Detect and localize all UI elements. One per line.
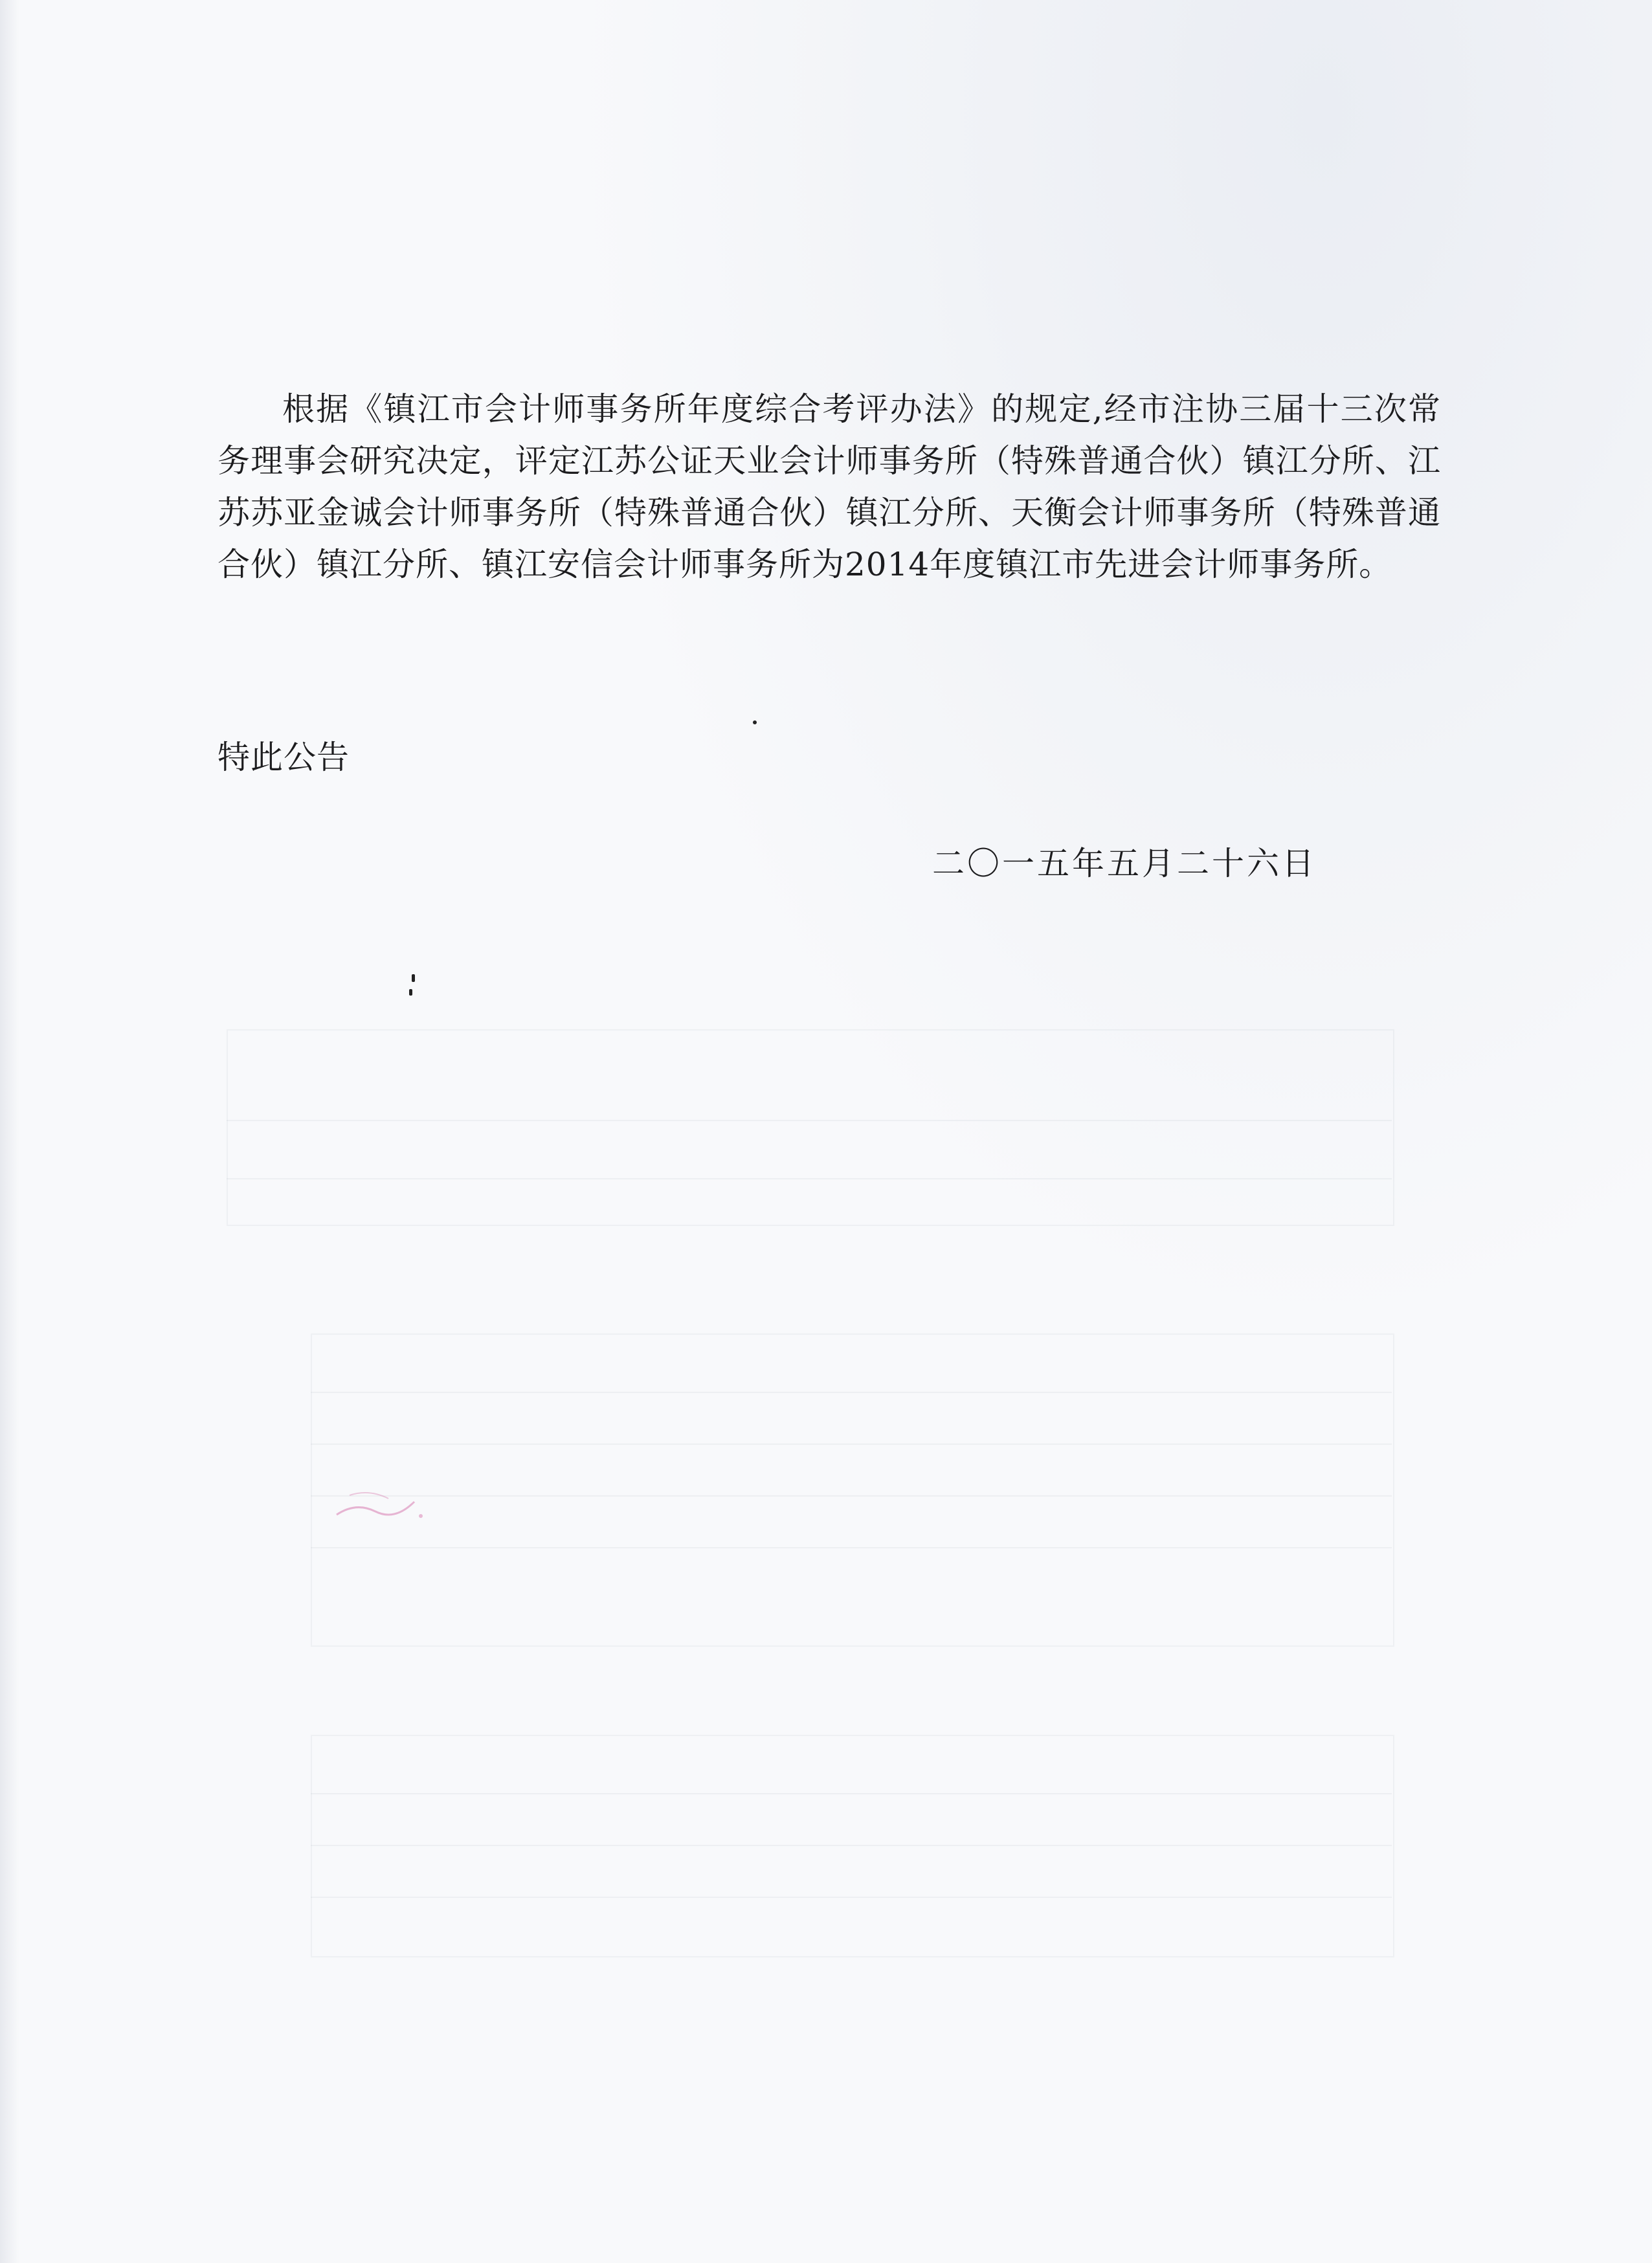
bleed-through-line [311,1793,1392,1794]
announcement-body: 根据《镇江市会计师事务所年度综合考评办法》的规定,经市注协三届十三次常务理事会研究决定，评定江苏公证天业会计师事务所（特殊普通合伙）镇江分所、江苏苏亚金诚会计师事务所（特殊普通合伙）镇江分所、天衡会计师事务所（特殊普通合伙）镇江分所、镇江安信会计师事务所为2014年度镇江市先进会计师事务所。 [218,390,1441,583]
bleed-through-line [227,1178,1392,1179]
bleed-through-line [311,1392,1392,1393]
bleed-through-table-1 [227,1029,1394,1226]
bleed-through-line [227,1120,1392,1121]
bleed-through-line [311,1845,1392,1846]
faint-stamp-trace [330,1476,434,1534]
page-edge-shadow [0,0,19,2263]
document-date: 二〇一五年五月二十六日 [932,845,1317,882]
bleed-through-line [311,1444,1392,1445]
bleed-through-line [311,1547,1392,1548]
closing-statement: 特此公告 [218,739,350,776]
bleed-through-line [311,1897,1392,1898]
stray-mark [412,974,415,982]
bleed-through-table-2 [311,1333,1394,1647]
stray-mark [409,989,412,996]
stray-dot [753,720,757,724]
bleed-through-line [311,1495,1392,1497]
bleed-through-table-3 [311,1735,1394,1957]
